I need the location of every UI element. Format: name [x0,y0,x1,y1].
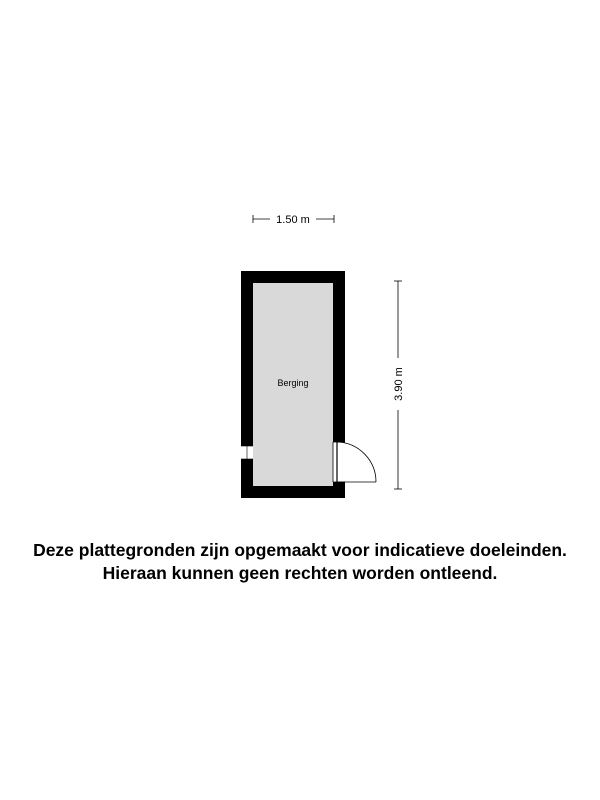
width-dimension [253,214,334,226]
room-label-berging: Berging [277,378,309,388]
door [333,442,376,482]
disclaimer [0,539,600,585]
disclaimer-line-1: Deze plattegronden zijn opgemaakt voor indicatieve doeleinden. [33,540,567,560]
height-dimension-label: 3.90 m [393,367,405,401]
disclaimer-line-2: Hieraan kunnen geen rechten worden ontleend. [102,563,498,583]
wall-opening-left [241,446,253,459]
height-dimension [393,281,405,489]
width-dimension-label: 1.50 m [276,214,310,226]
